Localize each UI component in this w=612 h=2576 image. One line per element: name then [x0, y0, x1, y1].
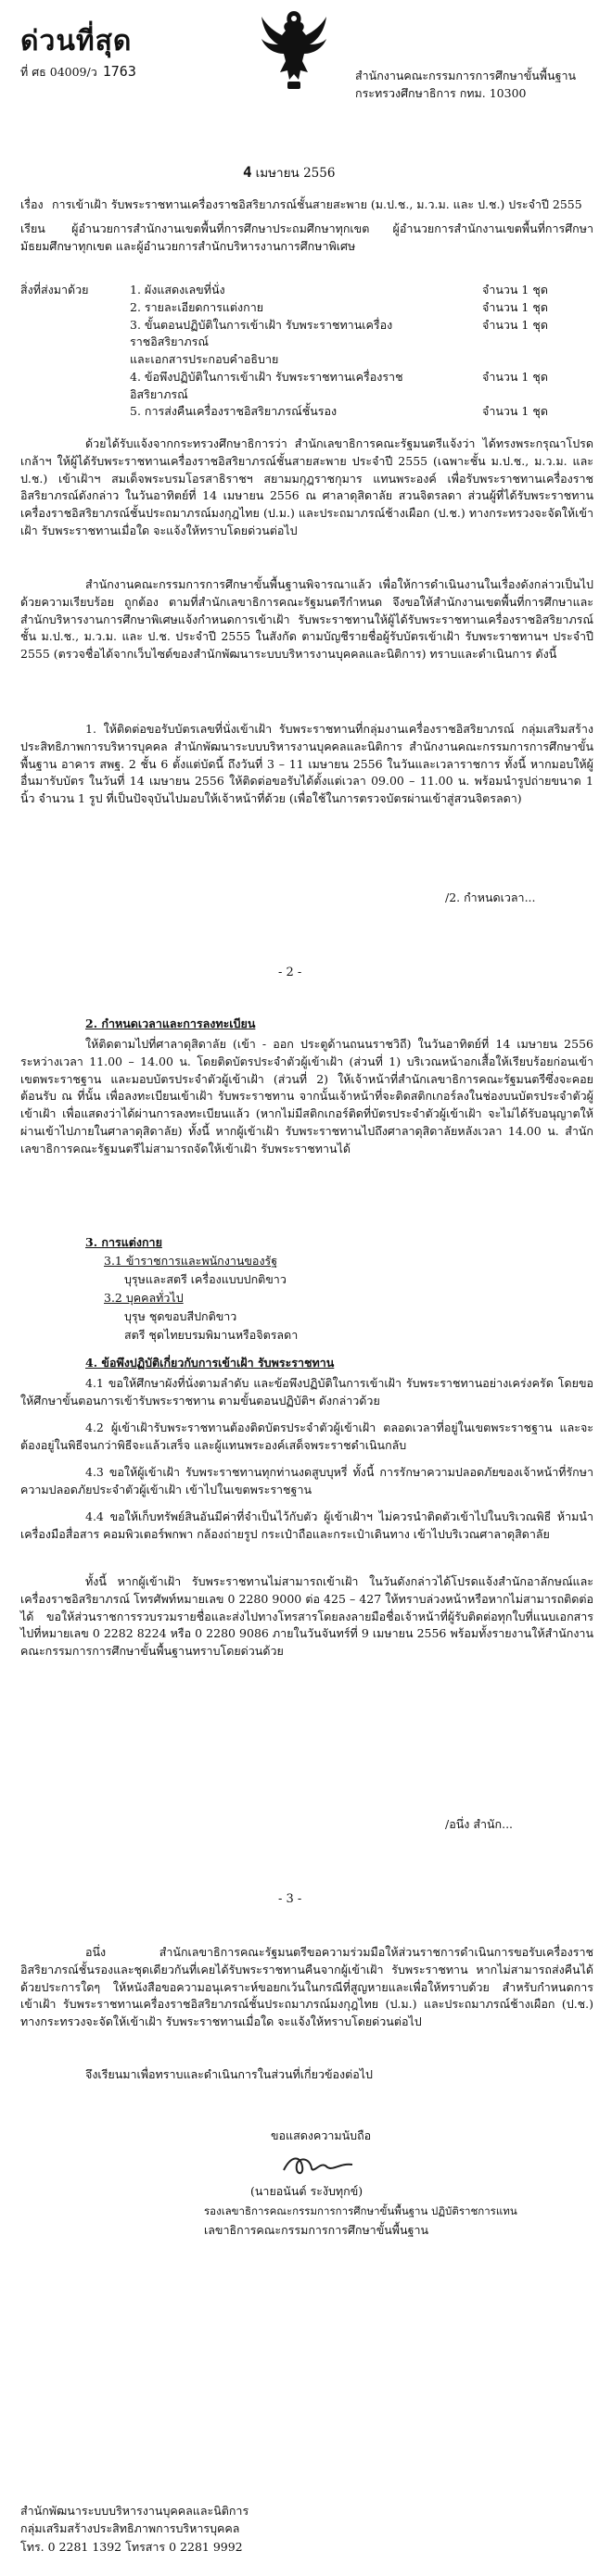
garuda-emblem-icon — [260, 7, 328, 93]
section-heading: 2. กำหนดเวลาและการลงทะเบียน — [85, 1017, 256, 1030]
signatory-position: เลขาธิการคณะกรรมการการศึกษาขั้นพื้นฐาน — [204, 2223, 429, 2237]
subject-text: การเข้าเฝ้า รับพระราชทานเครื่องราชอิสริยาภรณ์ชั้นสายสะพาย (ม.ป.ช., ม.ว.ม. และ ป.ช.) ประจำปี 2555 — [51, 197, 582, 211]
enclosures-label: สิ่งที่ส่งมาด้วย — [20, 283, 89, 297]
body-item-4-2: 4.2 ผู้เข้าเฝ้ารับพระราชทานต้องติดบัตรประจำตัวผู้เข้าเฝ้า ตลอดเวลาที่อยู่ในเขตพระราชฐาน และจะต้องอยู่ในพิธีจนกว่าพิธีจะแล้วเสร็จ และผู้แทนพระองค์เสด็จพระราชดำเนินกลับ — [20, 1421, 593, 1452]
body-paragraph: ด้วยได้รับแจ้งจากกระทรวงศึกษาธิการว่า สำนักเลขาธิการคณะรัฐมนตรีแจ้งว่า ได้ทรงพระกรุณาโปรดเกล้าฯ ให้ผู้ได้รับพระราชทานเครื่องราชอิสริยาภรณ์ชั้นสายสะพาย ประจำปี 2555 (เฉพาะชั้น ม.ป.ช., ม.ว.ม. และ ป.ช.) เข้าเฝ้าฯ สมเด็จพระบรมโอรสาธิราชฯ สยามมกุฎราชกุมาร แทนพระองค์ เพื่อรับพระราชทานเครื่องราชอิสริยาภรณ์ดังกล่าว ในวันอาทิตย์ที่ 14 เมษายน 2556 ณ ศาลาดุสิดาลัย สวนจิตรลดา ส่วนผู้ที่ได้รับพระราชทานเครื่องราชอิสริยาภรณ์ชั้นประถมาภรณ์มงกุฎไทย (ป.ม.) และประถมาภรณ์ช้างเผือก (ป.ช.) ทางกระทรวงจะจัดให้เข้าเฝ้า รับพระราชทานเมื่อใด จะแจ้งให้ทราบโดยด่วนต่อไป — [20, 436, 593, 537]
body-item-4-1: 4.1 ขอให้ศึกษาผังที่นั่งตามลำดับ และข้อพึงปฏิบัติในการเข้าเฝ้า รับพระราชทานอย่างเคร่งครัด โดยขอให้ศึกษาขั้นตอนการเข้ารับพระราชทาน ตามขั้นตอนปฏิบัติฯ ดังกล่าวด้วย — [20, 1376, 593, 1408]
sub-item: สตรี ชุดไทยบรมพิมานหรือจิตรลดา — [124, 1328, 299, 1342]
sub-item: 3.2 บุคคลทั่วไป — [104, 1291, 184, 1305]
document-date — [243, 161, 335, 183]
footer-phone: โทร. 0 2281 1392 โทรสาร 0 2281 9992 — [20, 2539, 243, 2554]
enclosure-item: และเอกสารประกอบคำอธิบาย — [130, 352, 279, 366]
page-continuation: /2. กำหนดเวลา... — [445, 890, 536, 904]
enclosure-item: 4. ข้อพึงปฏิบัติในการเข้าเฝ้า รับพระราชทานเครื่องราชอิสริยาภรณ์ จำนวน 1 ชุด — [130, 369, 548, 401]
signature-closing: ขอแสดงความนับถือ — [271, 2128, 372, 2142]
body-item-2: ให้ติดตามไปที่ศาลาดุสิดาลัย (เข้า - ออก ประตูด้านถนนราชวิถี) ในวันอาทิตย์ที่ 14 เมษายน 2556 ระหว่างเวลา 11.00 – 14.00 น. โดยติดบัตรประจำตัวผู้เข้าเฝ้า (ส่วนที่ 1) บริเวณหน้าอกเสื้อให้เรียบร้อยก่อนเข้าเขตพระราชฐาน และมอบบัตรประจำตัวผู้เข้าเฝ้า (ส่วนที่ 2) ให้เจ้าหน้าที่สำนักเลขาธิการคณะรัฐมนตรีซึ่งจะคอยต้อนรับ ณ ที่นั้น เพื่อลงทะเบียนเข้าเฝ้า รับพระราชทาน จากนั้นเจ้าหน้าที่จะติดสติกเกอร์ลงในช่องบนบัตรประจำตัวผู้เข้าเฝ้า เพื่อแสดงว่าได้ผ่านการลงทะเบียนแล้ว (หากไม่มีสติกเกอร์ติดที่บัตรประจำตัวผู้เข้าเฝ้า จะไม่ได้รับอนุญาตให้ผ่านเข้าไปภายในศาลาดุสิดาลัย) ทั้งนี้ หากผู้เข้าเฝ้า รับพระราชทานไปถึงศาลาดุสิดาลัยหลังเวลา 14.00 น. สำนักเลขาธิการคณะรัฐมนตรีไม่สามารถจัดให้เข้าเฝ้า รับพระราชทานได้ — [20, 1037, 593, 1155]
agency-location: กระทรวงศึกษาธิการ กทม. 10300 — [355, 86, 527, 101]
document-number-label: ที่ ศธ 04009/ว — [20, 65, 97, 79]
subject-line — [20, 196, 593, 214]
recipient-label: เรียน — [20, 221, 45, 235]
sub-item: บุรุษและสตรี เครื่องแบบปกติขาว — [124, 1272, 287, 1286]
document-number-handwritten: 1763 — [102, 63, 136, 80]
document-number — [20, 61, 136, 82]
body-paragraph: อนึ่ง สำนักเลขาธิการคณะรัฐมนตรีขอความร่วมมือให้ส่วนราชการดำเนินการขอรับเครื่องราชอิสริยาภรณ์ชั้นรองและชุดเดียวกันที่เคยได้รับพระราชทานคืนจากผู้เข้าเฝ้า รับพระราชทาน หากไม่สามารถส่งคืนได้ด้วยประการใดๆ ให้หนังสือขอความอนุเคราะห์ขอยกเว้นในกรณีที่สูญหายและเพื่อให้ทราบด้วย สำหรับกำหนดการเข้าเฝ้า รับพระราชทานเครื่องราชอิสริยาภรณ์ชั้นประถมาภรณ์มงกุฎไทย (ป.ม.) และประถมาภรณ์ช้างเผือก (ป.ช.) ทางกระทรวงจะจัดให้เข้าเฝ้า รับพระราชทานเมื่อใด จะแจ้งให้ทราบโดยด่วนต่อไป — [20, 1945, 593, 2028]
body-item-4-4: 4.4 ขอให้เก็บทรัพย์สินอันมีค่าที่จำเป็นไว้กับตัว ผู้เข้าเฝ้าฯ ไม่ควรนำติดตัวเข้าไปในบริเวณพิธี ห้ามนำเครื่องมือสื่อสาร คอมพิวเตอร์พกพา กล้องถ่ายรูป กระเป๋าถือและกระเป๋าเดินทาง เข้าไปบริเวณศาลาดุสิดาลัย — [20, 1509, 593, 1541]
enclosures-list — [130, 282, 593, 421]
enclosure-item: 1. ผังแสดงเลขที่นั่ง จำนวน 1 ชุด — [130, 283, 548, 297]
body-item-1: 1. ให้ติดต่อขอรับบัตรเลขที่นั่งเข้าเฝ้า รับพระราชทานที่กลุ่มงานเครื่องราชอิสริยาภรณ์ กลุ่มเสริมสร้างประสิทธิภาพการบริหารบุคคล สำนักพัฒนาระบบบริหารงานบุคคลและนิติการ สำนักงานคณะกรรมการการศึกษาขั้นพื้นฐาน อาคาร สพฐ. 2 ชั้น 6 ตั้งแต่บัดนี้ ถึงวันที่ 3 – 11 เมษายน 2556 ในวันและเวลาราชการ ทั้งนี้ หากมอบให้ผู้อื่นมารับบัตร ในวันที่ 14 เมษายน 2556 ให้ติดต่อขอรับได้ตั้งแต่เวลา 09.00 – 11.00 น. พร้อมนำรูปถ่ายขนาด 1 นิ้ว จำนวน 1 รูป ที่เป็นปัจจุบันไปมอบให้เจ้าหน้าที่ด้วย (เพื่อใช้ในการตรวจบัตรผ่านเข้าสู่สวนจิตรลดา) — [20, 722, 593, 805]
page-number: - 2 - — [278, 966, 302, 979]
page-continuation: /อนึ่ง สำนัก... — [445, 1817, 514, 1831]
footer-group: กลุ่มเสริมสร้างประสิทธิภาพการบริหารบุคคล — [20, 2521, 240, 2536]
recipient-line — [20, 221, 593, 256]
body-item-4-3: 4.3 ขอให้ผู้เข้าเฝ้า รับพระราชทานทุกท่านงดสูบบุหรี่ ทั้งนี้ การรักษาความปลอดภัยของเจ้าหน้าที่รักษาความปลอดภัยประจำตัวผู้เข้าเฝ้า เข้าไปในเขตพระราชฐาน — [20, 1465, 593, 1496]
body-notice: ทั้งนี้ หากผู้เข้าเฝ้า รับพระราชทานไม่สามารถเข้าเฝ้า ในวันดังกล่าวได้โปรดแจ้งสำนักอาลักษณ์และเครื่องราชอิสริยาภรณ์ โทรศัพท์หมายเลข 0 2280 9000 ต่อ 425 – 427 ให้ทราบล่วงหน้าหรือหากไม่สามารถติดต่อได้ ขอให้ส่วนราชการรวบรวมรายชื่อและส่งไปทางโทรสารโดยลงลายมือชื่อเจ้าหน้าที่ผู้รับติดต่อทุกใบที่แนบเอกสารไปที่หมายเลข 0 2282 8224 หรือ 0 2280 9086 ภายในวันจันทร์ที่ 9 เมษายน 2556 พร้อมทั้งรายงานให้สำนักงานคณะกรรมการการศึกษาขั้นพื้นฐานทราบโดยด่วนด้วย — [20, 1574, 593, 1658]
page-number: - 3 - — [278, 1892, 302, 1906]
signatory-position: รองเลขาธิการคณะกรรมการการศึกษาขั้นพื้นฐาน ปฏิบัติราชการแทน — [204, 2204, 517, 2217]
section-heading: 4. ข้อพึงปฏิบัติเกี่ยวกับการเข้าเฝ้า รับพระราชทาน — [85, 1356, 335, 1370]
recipient-text: ผู้อำนวยการสำนักงานเขตพื้นที่การศึกษาประถมศึกษาทุกเขต ผู้อำนวยการสำนักงานเขตพื้นที่การศึกษามัธยมศึกษาทุกเขต และผู้อำนวยการสำนักบริหารงานการศึกษาพิเศษ — [20, 221, 593, 253]
enclosure-item: 3. ขั้นตอนปฏิบัติในการเข้าเฝ้า รับพระราชทานเครื่องราชอิสริยาภรณ์ จำนวน 1 ชุด — [130, 317, 548, 349]
sub-item: บุรุษ ชุดขอบสีปกติขาว — [124, 1309, 237, 1323]
date-day-handwritten: 4 — [243, 163, 252, 181]
subject-label: เรื่อง — [20, 197, 44, 211]
date-month-year: เมษายน 2556 — [255, 166, 336, 181]
enclosure-item: 5. การส่งคืนเครื่องราชอิสริยาภรณ์ชั้นรอง จำนวน 1 ชุด — [130, 404, 548, 419]
enclosure-item: 2. รายละเอียดการแต่งกาย จำนวน 1 ชุด — [130, 299, 548, 314]
signatory-name: (นายอนันต์ ระงับทุกข์) — [250, 2184, 363, 2198]
handwritten-signature — [278, 2152, 362, 2179]
agency-name: สำนักงานคณะกรรมการการศึกษาขั้นพื้นฐาน — [355, 69, 577, 82]
footer-office: สำนักพัฒนาระบบบริหารงานบุคคลและนิติการ — [20, 2504, 249, 2518]
body-closing-paragraph: จึงเรียนมาเพื่อทราบและดำเนินการในส่วนที่เกี่ยวข้องต่อไป — [85, 2067, 373, 2081]
contact-footer — [20, 2502, 249, 2556]
section-heading: 3. การแต่งกาย — [85, 1235, 162, 1249]
sub-item: 3.1 ข้าราชการและพนักงานของรัฐ — [104, 1254, 278, 1268]
agency-address — [355, 67, 576, 103]
urgent-label: ด่วนที่สุด — [20, 25, 133, 57]
body-paragraph: สำนักงานคณะกรรมการการศึกษาขั้นพื้นฐานพิจารณาแล้ว เพื่อให้การดำเนินงานในเรื่องดังกล่าวเป็นไปด้วยความเรียบร้อย ถูกต้อง ตามที่สำนักเลขาธิการคณะรัฐมนตรีกำหนด จึงขอให้สำนักงานเขตพื้นที่การศึกษาและสำนักบริหารงานการศึกษาพิเศษแจ้งกำหนดการเข้าเฝ้า รับพระราชทานให้ผู้ได้รับพระราชทานเครื่องราชอิสริยาภรณ์ชั้น ม.ป.ช., ม.ว.ม. และ ป.ช. ประจำปี 2555 ในสังกัด ตามบัญชีรายชื่อผู้รับบัตรเข้าเฝ้า รับพระราชทานฯ ประจำปี 2555 (ตรวจชื่อได้จากเว็บไซต์ของสำนักพัฒนาระบบบริหารงานบุคคลและนิติการ) ทราบและดำเนินการ ดังนี้ — [20, 577, 593, 661]
